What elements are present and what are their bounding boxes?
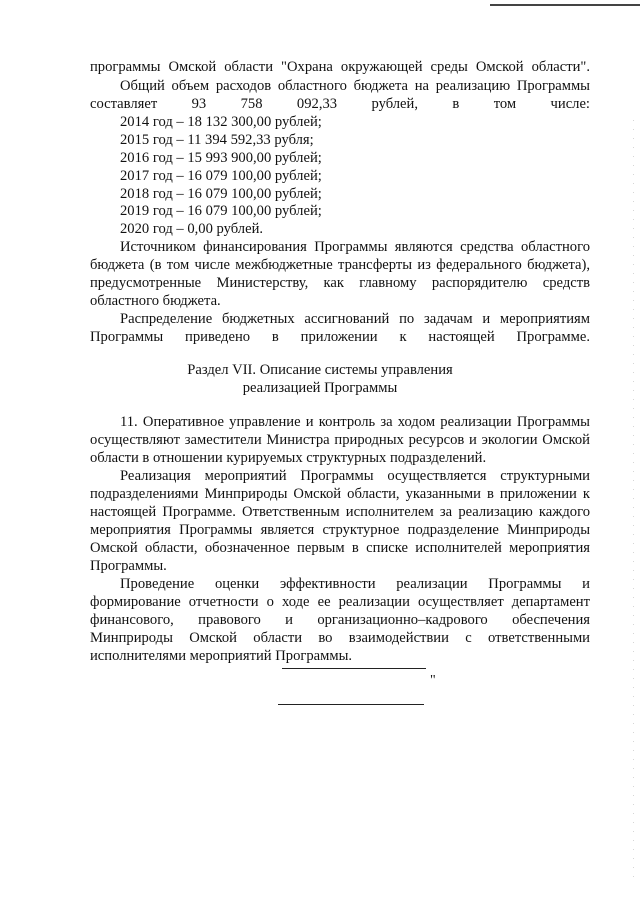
paragraph-line: программы Омской области "Охрана окружающей среды Омской области".: [90, 59, 590, 75]
paragraph-line: подразделениями Минприроды Омской области, указанными в приложении к: [90, 486, 590, 502]
year-item: 2020 год – 0,00 рублей.: [120, 221, 264, 237]
year-item: 2014 год – 18 132 300,00 рублей;: [120, 114, 322, 130]
scan-edge-mark: [490, 4, 640, 6]
paragraph-line: Проведение оценки эффективности реализации Программы и: [120, 576, 590, 592]
paragraph-line: бюджета (в том числе межбюджетные трансферты из федерального бюджета),: [90, 257, 590, 273]
year-item: 2015 год – 11 394 592,33 рубля;: [120, 132, 314, 148]
paragraph-line: Распределение бюджетных ассигнований по задачам и мероприятиям: [120, 311, 590, 327]
paragraph-line: Программы.: [90, 558, 167, 574]
paragraph-line: области в отношении курируемых структурных подразделений.: [90, 450, 487, 466]
paragraph-line: Общий объем расходов областного бюджета на реализацию Программы: [120, 78, 590, 94]
paragraph-line: областного бюджета.: [90, 293, 221, 309]
paragraph-line: 11. Оперативное управление и контроль за ходом реализации Программы: [120, 414, 590, 430]
closing-rule: [278, 704, 424, 705]
paragraph-line: Источником финансирования Программы являются средства областного: [120, 239, 590, 255]
closing-quote: ": [430, 673, 436, 688]
paragraph-line: формирование отчетности о ходе ее реализации осуществляет департамент: [90, 594, 590, 610]
paragraph-line: Реализация мероприятий Программы осуществляется структурными: [120, 468, 590, 484]
section-title: реализацией Программы: [242, 380, 398, 396]
paragraph-line: Программы приведено в приложении к настоящей Программе.: [90, 329, 590, 345]
closing-rule: [282, 668, 426, 669]
year-item: 2018 год – 16 079 100,00 рублей;: [120, 186, 322, 202]
section-title: Раздел VII. Описание системы управления: [187, 362, 453, 378]
paragraph-line: настоящей Программе. Ответственным исполнителем за реализацию каждого: [90, 504, 590, 520]
paragraph-line: Минприроды Омской области во взаимодействии с ответственными: [90, 630, 590, 646]
year-item: 2019 год – 16 079 100,00 рублей;: [120, 203, 322, 219]
paragraph-line: финансового, правового и организационно–кадрового обеспечения: [90, 612, 590, 628]
paragraph-line: мероприятия Программы является структурное подразделение Минприроды: [90, 522, 590, 538]
paragraph-line: составляет 93 758 092,33 рублей, в том числе:: [90, 96, 590, 112]
paragraph-line: предусмотренные Министерству, как главному распорядителю средств: [90, 275, 590, 291]
year-item: 2016 год – 15 993 900,00 рублей;: [120, 150, 322, 166]
paragraph-line: исполнителями мероприятий Программы.: [90, 648, 353, 664]
paragraph-line: Омской области, обозначенное первым в списке исполнителей мероприятия: [90, 540, 590, 556]
paragraph-line: осуществляют заместители Министра природных ресурсов и экологии Омской: [90, 432, 590, 448]
year-item: 2017 год – 16 079 100,00 рублей;: [120, 168, 322, 184]
